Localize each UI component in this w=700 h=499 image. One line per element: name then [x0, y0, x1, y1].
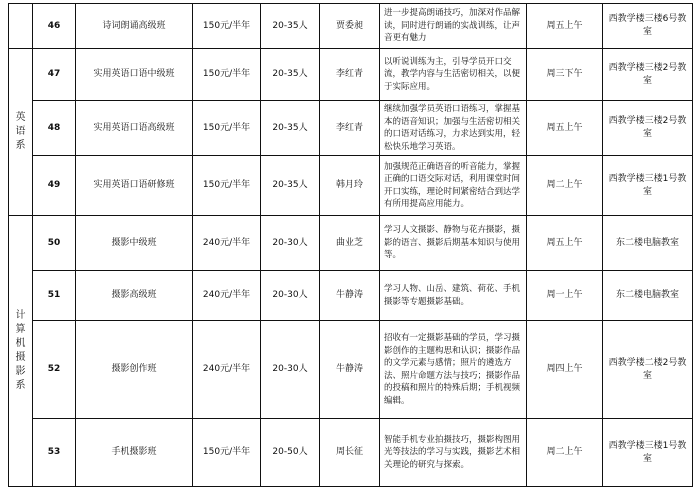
course-description: 学习人物、山岳、建筑、荷花、手机摄影等专题摄影基础。 [380, 271, 527, 321]
course-name: 实用英语口语研修班 [76, 156, 193, 216]
course-name: 诗词朗诵高级班 [76, 4, 193, 49]
course-name: 摄影创作班 [76, 321, 193, 419]
course-fee: 150元/半年 [193, 156, 261, 216]
course-name: 实用英语口语中级班 [76, 49, 193, 101]
classroom: 西教学楼三楼6号教室 [603, 4, 693, 49]
course-number: 46 [33, 4, 76, 49]
class-size: 20-35人 [261, 4, 320, 49]
course-name: 实用英语口语高级班 [76, 101, 193, 156]
course-name: 摄影中级班 [76, 216, 193, 271]
classroom: 西教学楼三楼1号教室 [603, 419, 693, 487]
course-number: 51 [33, 271, 76, 321]
class-time: 周二上午 [527, 419, 603, 487]
course-number: 48 [33, 101, 76, 156]
course-name: 手机摄影班 [76, 419, 193, 487]
class-size: 20-30人 [261, 271, 320, 321]
class-size: 20-30人 [261, 321, 320, 419]
dept-cell [9, 4, 33, 49]
course-table [8, 3, 693, 487]
course-description: 学习人文摄影、静物与花卉摄影，摄影的语言、摄影后期基本知识与使用等。 [380, 216, 527, 271]
classroom: 西教学楼三楼2号教室 [603, 49, 693, 101]
course-description: 招收有一定摄影基础的学员，学习摄影创作的主题构思和认识；摄影作品的文学元素与感情；照片的遴选方法、照片命题方法与技巧；摄影作品的投稿和照片的特殊后期；手机视频编辑。 [380, 321, 527, 419]
table-row [9, 271, 693, 321]
teacher-name: 李红青 [320, 101, 380, 156]
course-name: 摄影高级班 [76, 271, 193, 321]
teacher-name: 曲业芝 [320, 216, 380, 271]
course-number: 49 [33, 156, 76, 216]
table-row [9, 216, 693, 271]
course-description: 继续加强学员英语口语练习，掌握基本的语音知识；加强与生活密切相关的口语对话练习，力求达到实用，轻松快乐地学习英语。 [380, 101, 527, 156]
class-time: 周一上午 [527, 271, 603, 321]
course-fee: 150元/半年 [193, 419, 261, 487]
teacher-name: 周长征 [320, 419, 380, 487]
class-size: 20-50人 [261, 419, 320, 487]
class-size: 20-35人 [261, 49, 320, 101]
classroom: 西教学楼三楼2号教室 [603, 101, 693, 156]
class-time: 周五上午 [527, 4, 603, 49]
course-number: 52 [33, 321, 76, 419]
class-time: 周五上午 [527, 101, 603, 156]
teacher-name: 牛静涛 [320, 271, 380, 321]
class-time: 周三下午 [527, 49, 603, 101]
course-description: 进一步提高朗诵技巧，加深对作品解读，同时进行朗诵的实战训练，让声音更有魅力 [380, 4, 527, 49]
table-row [9, 49, 693, 101]
table-row [9, 419, 693, 487]
classroom: 东二楼电脑教室 [603, 271, 693, 321]
teacher-name: 韩月玲 [320, 156, 380, 216]
class-time: 周五上午 [527, 216, 603, 271]
course-fee: 150元/半年 [193, 49, 261, 101]
classroom: 西教学楼三楼1号教室 [603, 156, 693, 216]
teacher-name: 李红青 [320, 49, 380, 101]
class-time: 周四上午 [527, 321, 603, 419]
classroom: 东二楼电脑教室 [603, 216, 693, 271]
course-table-container [8, 3, 692, 487]
classroom: 西教学楼二楼2号教室 [603, 321, 693, 419]
teacher-name: 牛静涛 [320, 321, 380, 419]
course-fee: 240元/半年 [193, 271, 261, 321]
course-fee: 150元/半年 [193, 101, 261, 156]
course-number: 50 [33, 216, 76, 271]
course-fee: 240元/半年 [193, 321, 261, 419]
class-time: 周二上午 [527, 156, 603, 216]
dept-cell-photography: 计算机摄影系 [9, 216, 33, 487]
course-number: 53 [33, 419, 76, 487]
course-description: 以听说训练为主，引导学员开口交流，教学内容与生活密切相关，以便于实际应用。 [380, 49, 527, 101]
table-row [9, 4, 693, 49]
course-number: 47 [33, 49, 76, 101]
class-size: 20-35人 [261, 101, 320, 156]
class-size: 20-30人 [261, 216, 320, 271]
course-description: 加强规范正确语音的听音能力，掌握正确的口语交际对话，利用课堂时间开口实练，理论时间紧密结合到达学有所用提高应用能力。 [380, 156, 527, 216]
teacher-name: 贾委昶 [320, 4, 380, 49]
course-description: 智能手机专业拍摄技巧，摄影构图用光等技法的学习与实践，摄影艺术相关理论的研究与探索。 [380, 419, 527, 487]
table-row [9, 156, 693, 216]
table-row [9, 101, 693, 156]
course-fee: 150元/半年 [193, 4, 261, 49]
dept-cell-english: 英语系 [9, 49, 33, 216]
class-size: 20-35人 [261, 156, 320, 216]
course-fee: 240元/半年 [193, 216, 261, 271]
table-row [9, 321, 693, 419]
